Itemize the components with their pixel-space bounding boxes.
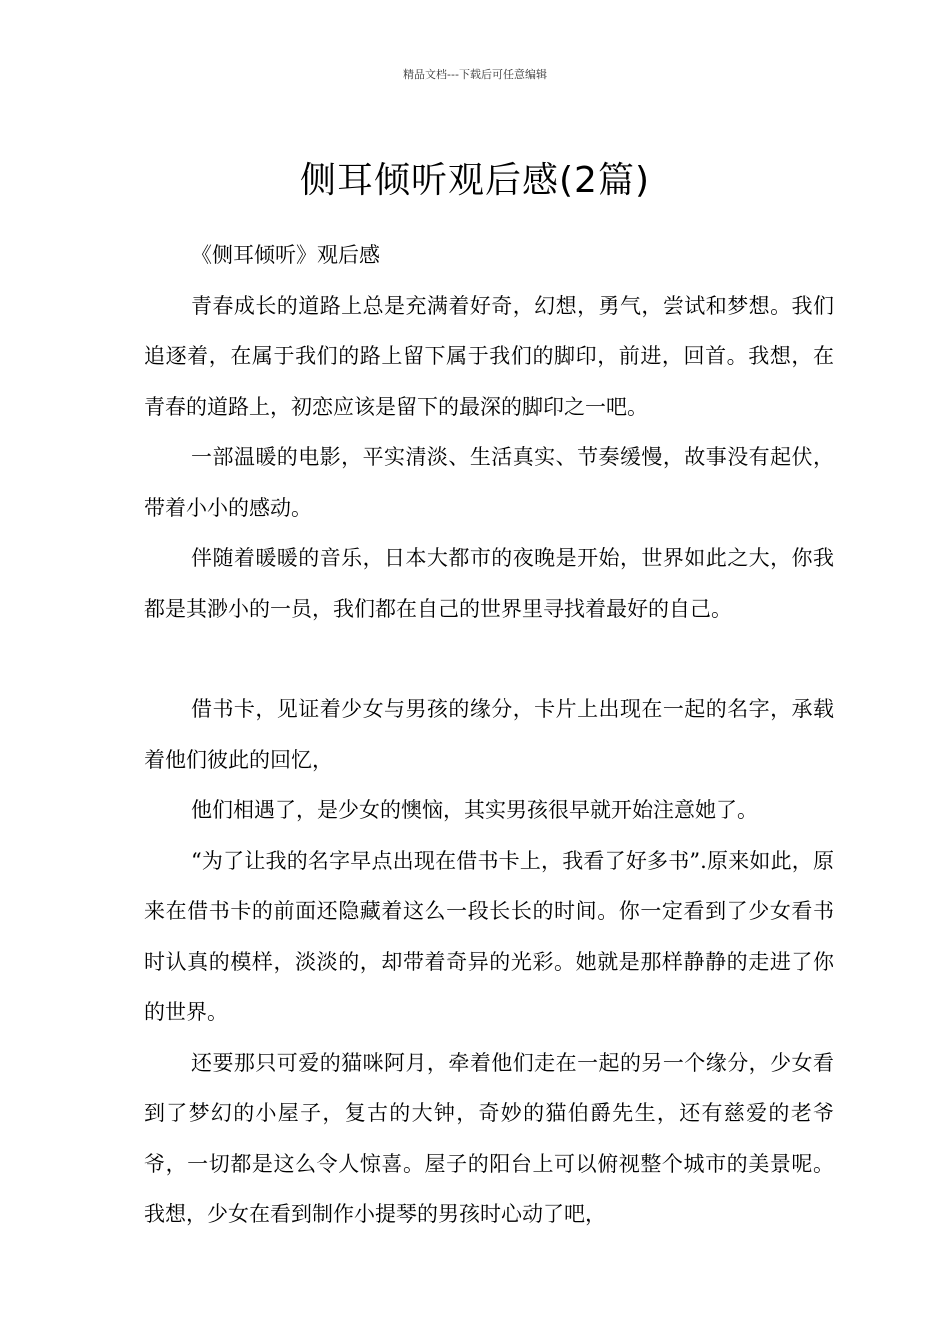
document-body [144,230,834,1240]
paragraph: 还要那只可爱的猫咪阿月，牵着他们走在一起的另一个缘分，少女看到了梦幻的小屋子，复古的大钟，奇妙的猫伯爵先生，还有慈爱的老爷爷，一切都是这么令人惊喜。屋子的阳台上可以俯视整个城市的美景呢。我想，少女在看到制作小提琴的男孩时心动了吧， [144,1050,834,1226]
header-watermark: 精品文档---下载后可任意编辑 [403,68,547,81]
subtitle-paragraph: 《侧耳倾听》观后感 [191,243,380,267]
paragraph: 青春成长的道路上总是充满着好奇，幻想，勇气，尝试和梦想。我们追逐着，在属于我们的路上留下属于我们的脚印，前进，回首。我想，在青春的道路上，初恋应该是留下的最深的脚印之一吧。 [144,293,834,419]
paragraph: 他们相遇了，是少女的懊恼，其实男孩很早就开始注意她了。 [191,798,758,822]
paragraph: “为了让我的名字早点出现在借书卡上，我看了好多书”.原来如此，原来在借书卡的前面还隐藏着这么一段长长的时间。你一定看到了少女看书时认真的模样，淡淡的，却带着奇异的光彩。她就是那样静静的走进了你的世界。 [144,848,834,1024]
paragraph-spacer [144,634,834,684]
page-title: 侧耳倾听观后感(2篇) [300,160,650,202]
paragraph: 伴随着暖暖的音乐，日本大都市的夜晚是开始，世界如此之大，你我都是其渺小的一员，我们都在自己的世界里寻找着最好的自己。 [144,546,834,621]
paragraph: 一部温暖的电影，平实清淡、生活真实、节奏缓慢，故事没有起伏，带着小小的感动。 [144,445,834,520]
paragraph: 借书卡，见证着少女与男孩的缘分，卡片上出现在一起的名字，承载着他们彼此的回忆， [144,697,834,772]
